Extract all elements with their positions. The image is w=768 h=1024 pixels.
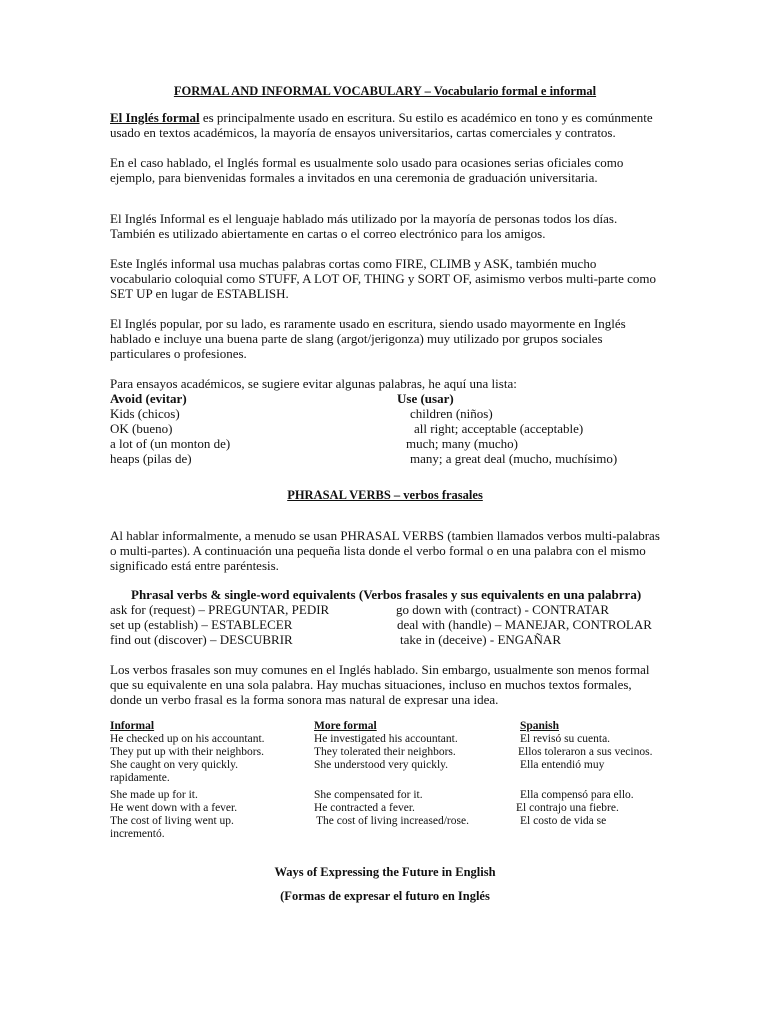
equivalent-row [110, 632, 660, 647]
avoid-word: heaps (pilas de) [110, 451, 192, 466]
equivalent-right: deal with (handle) – MANEJAR, CONTROLAR [397, 617, 652, 632]
use-header: Use (usar) [397, 391, 454, 406]
informal-cell: She caught on very quickly. [110, 759, 238, 771]
examples-header [110, 720, 660, 733]
informal-header: Informal [110, 720, 155, 732]
document-title: FORMAL AND INFORMAL VOCABULARY – Vocabulario formal e informal [173, 84, 597, 98]
intro-lead: El Inglés formal [110, 110, 200, 125]
avoid-word: OK (bueno) [110, 421, 173, 436]
formal-header: More formal [314, 720, 377, 732]
example-row [110, 772, 660, 785]
spanish-cell: Ellos toleraron a sus vecinos. [518, 746, 653, 758]
equivalents-list [110, 602, 660, 647]
avoid-intro: Para ensayos académicos, se sugiere evitar algunas palabras, he aquí una lista: [110, 376, 517, 391]
equivalent-left: set up (establish) – ESTABLECER [110, 617, 293, 632]
example-row [110, 828, 660, 841]
avoid-word: a lot of (un monton de) [110, 436, 231, 451]
example-row [110, 789, 660, 802]
formal-cell: He contracted a fever. [314, 802, 415, 814]
informal-cell: He went down with a fever. [110, 802, 238, 814]
equivalent-left: find out (discover) – DESCUBRIR [110, 632, 293, 647]
avoid-row [110, 406, 660, 421]
avoid-word: Kids (chicos) [110, 406, 180, 421]
use-word: children (niños) [410, 406, 493, 421]
informal-cell: incrementó. [110, 828, 165, 840]
equivalent-right: take in (deceive) - ENGAÑAR [400, 632, 561, 647]
informal-paragraph: El Inglés Informal es el lenguaje hablado más utilizado por la mayoría de personas todos los días. También es utilizado abiertamente en cartas o el correo electrónico para los amigos. [110, 211, 618, 241]
equivalents-heading: Phrasal verbs & single-word equivalents (Verbos frasales y sus equivalents en una palabrra) [131, 587, 642, 602]
formal-cell: She understood very quickly. [314, 759, 449, 771]
spanish-cell: Ella entendió muy [520, 759, 605, 771]
informal-cell: They put up with their neighbors. [110, 746, 264, 758]
use-word: many; a great deal (mucho, muchísimo) [410, 451, 618, 466]
spanish-header: Spanish [520, 720, 560, 732]
spoken-paragraph: En el caso hablado, el Inglés formal es usualmente solo usado para ocasiones serias oficiales como ejemplo, para bienvenidas formales a invitados en una ceremonia de graduación universitaria. [110, 155, 624, 185]
formal-cell: She compensated for it. [314, 789, 423, 801]
use-word: all right; acceptable (acceptable) [414, 421, 584, 436]
example-row [110, 815, 660, 828]
words-paragraph: Este Inglés informal usa muchas palabras cortas como FIRE, CLIMB y ASK, también mucho vocabulario coloquial como STUFF, A LOT OF, THING y SORT OF, asimismo verbos multi-parte como SET UP en lugar de ESTABLISH. [110, 256, 657, 301]
equivalent-left: ask for (request) – PREGUNTAR, PEDIR [110, 602, 330, 617]
document-page [110, 84, 660, 904]
common-paragraph: Los verbos frasales son muy comunes en el Inglés hablado. Sin embargo, usualmente son menos formal que su equivalente en una sola palabra. Hay muchas situaciones, incluso en muchos textos formales, donde un verbo frasal es la forma sonora mas natural de expresar una idea. [110, 662, 650, 707]
example-row [110, 733, 660, 746]
use-word: much; many (mucho) [406, 436, 518, 451]
formal-cell: The cost of living increased/rose. [316, 815, 469, 827]
phrasal-intro-paragraph: Al hablar informalmente, a menudo se usan PHRASAL VERBS (tambien llamados verbos multi-palabras o multi-partes). A continuación una pequeña lista donde el verbo formal o en una palabra con el mismo significado está entre paréntesis. [110, 528, 660, 573]
equivalent-row [110, 617, 660, 632]
formal-cell: He investigated his accountant. [314, 733, 458, 745]
formal-cell: They tolerated their neighbors. [314, 746, 456, 758]
informal-cell: She made up for it. [110, 789, 198, 801]
phrasal-verbs-heading: PHRASAL VERBS – verbos frasales [287, 488, 483, 502]
avoid-row [110, 421, 660, 436]
spanish-cell: El contrajo una fiebre. [516, 802, 619, 814]
future-subheading: (Formas de expresar el futuro en Inglés [280, 889, 490, 903]
spanish-cell: El costo de vida se [520, 815, 607, 827]
avoid-row [110, 451, 660, 466]
avoid-table-header [110, 391, 660, 406]
future-heading: Ways of Expressing the Future in English [274, 865, 496, 879]
equivalent-right: go down with (contract) - CONTRATAR [396, 602, 610, 617]
example-row [110, 746, 660, 759]
avoid-row [110, 436, 660, 451]
intro-paragraph [110, 110, 660, 140]
informal-cell: The cost of living went up. [110, 815, 234, 827]
equivalent-row [110, 602, 660, 617]
avoid-table [110, 391, 660, 466]
informal-cell: rapidamente. [110, 772, 170, 784]
spanish-cell: El revisó su cuenta. [520, 733, 611, 745]
spanish-cell: Ella compensó para ello. [520, 789, 634, 801]
example-row [110, 759, 660, 772]
intro-rest: es principalmente usado en escritura. Su estilo es académico en tono y es comúnmente usado en textos académicos, la mayoría de ensayos universitarios, cartas comerciales y contratos. [110, 110, 653, 140]
informal-cell: He checked up on his accountant. [110, 733, 265, 745]
avoid-header: Avoid (evitar) [110, 391, 187, 406]
examples-table [110, 720, 660, 841]
popular-paragraph: El Inglés popular, por su lado, es raramente usado en escritura, siendo usado mayormente en Inglés hablado e incluye una buena parte de slang (argot/jerigonza) muy utilizado por grupos sociales particulares o profesiones. [110, 316, 626, 361]
example-row [110, 802, 660, 815]
